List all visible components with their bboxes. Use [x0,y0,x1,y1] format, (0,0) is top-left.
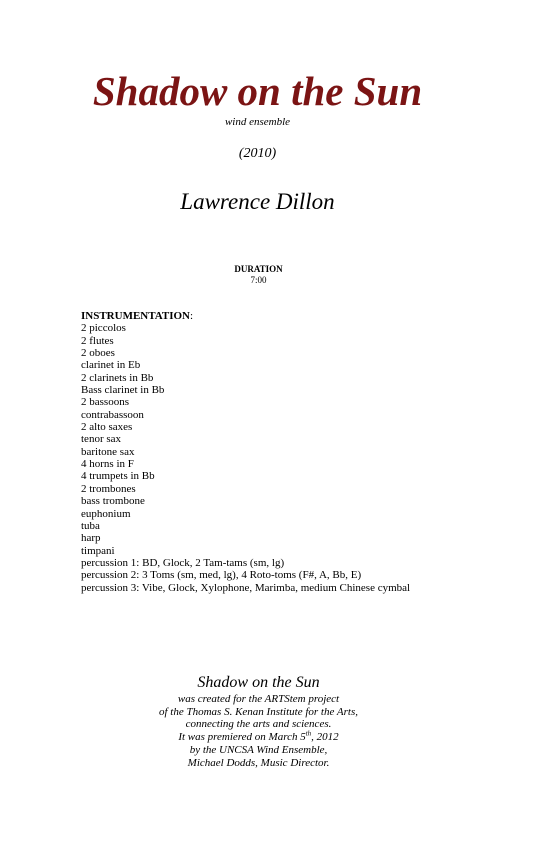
page-title: Shadow on the Sun [92,68,423,114]
instrument-item: 2 trombones [81,482,136,495]
instrument-item: 4 trumpets in Bb [81,470,155,483]
credits-line: was created for the ARTStem project [177,693,340,705]
instrument-item: percussion 2: 3 Toms (sm, med, lg), 4 Roto-toms (F#, A, Bb, E) [81,569,362,582]
instrument-item: percussion 1: BD, Glock, 2 Tam-tams (sm, lg) [81,556,285,569]
instrument-item: 4 horns in F [81,458,134,471]
premiere-year-text: , 2012 [311,731,339,744]
credits-block [0,673,517,769]
instrument-item: tuba [81,519,100,532]
instrument-item: percussion 3: Vibe, Glock, Xylophone, Marimba, medium Chinese cymbal [81,581,411,594]
ordinal-suffix: th [305,729,312,738]
credits-line: Michael Dodds, Music Director. [187,756,330,769]
instrumentation-heading-colon: : [190,310,194,322]
premiere-date-text: It was premiered on March 5 [178,731,306,744]
instrument-item: bass trombone [81,495,145,508]
instrument-item: timpani [81,544,115,557]
instrument-item: harp [81,532,101,545]
instrument-item: 2 flutes [81,334,114,347]
instrumentation-heading [81,310,521,322]
instrument-item: 2 bassoons [81,396,129,409]
instrument-item: 2 clarinets in Bb [81,371,154,384]
instrument-item: 2 oboes [81,347,115,360]
ensemble-subtitle: wind ensemble [224,116,291,128]
duration-label: DURATION [234,264,283,274]
instrumentation-section [81,310,521,594]
composition-year: (2010) [238,146,277,161]
instrument-list [81,322,521,594]
instrument-item: clarinet in Eb [81,359,141,372]
duration-value: 7:00 [250,275,267,285]
instrument-item: tenor sax [81,433,122,446]
instrument-item: 2 alto saxes [81,421,133,434]
credits-line: of the Thomas S. Kenan Institute for the Arts, [158,705,359,718]
credits-title: Shadow on the Sun [197,674,320,691]
credits-line: by the UNCSA Wind Ensemble, [189,743,328,756]
credits-line: connecting the arts and sciences. [185,718,332,731]
instrument-item: Bass clarinet in Bb [81,384,165,397]
composer-name: Lawrence Dillon [180,189,335,214]
instrument-item: baritone sax [81,445,135,458]
instrument-item: euphonium [81,507,131,520]
instrumentation-heading-text: INSTRUMENTATION [81,310,190,322]
instrument-item: 2 piccolos [81,322,126,335]
premiere-line [0,731,517,744]
instrument-item: contrabassoon [81,408,144,421]
